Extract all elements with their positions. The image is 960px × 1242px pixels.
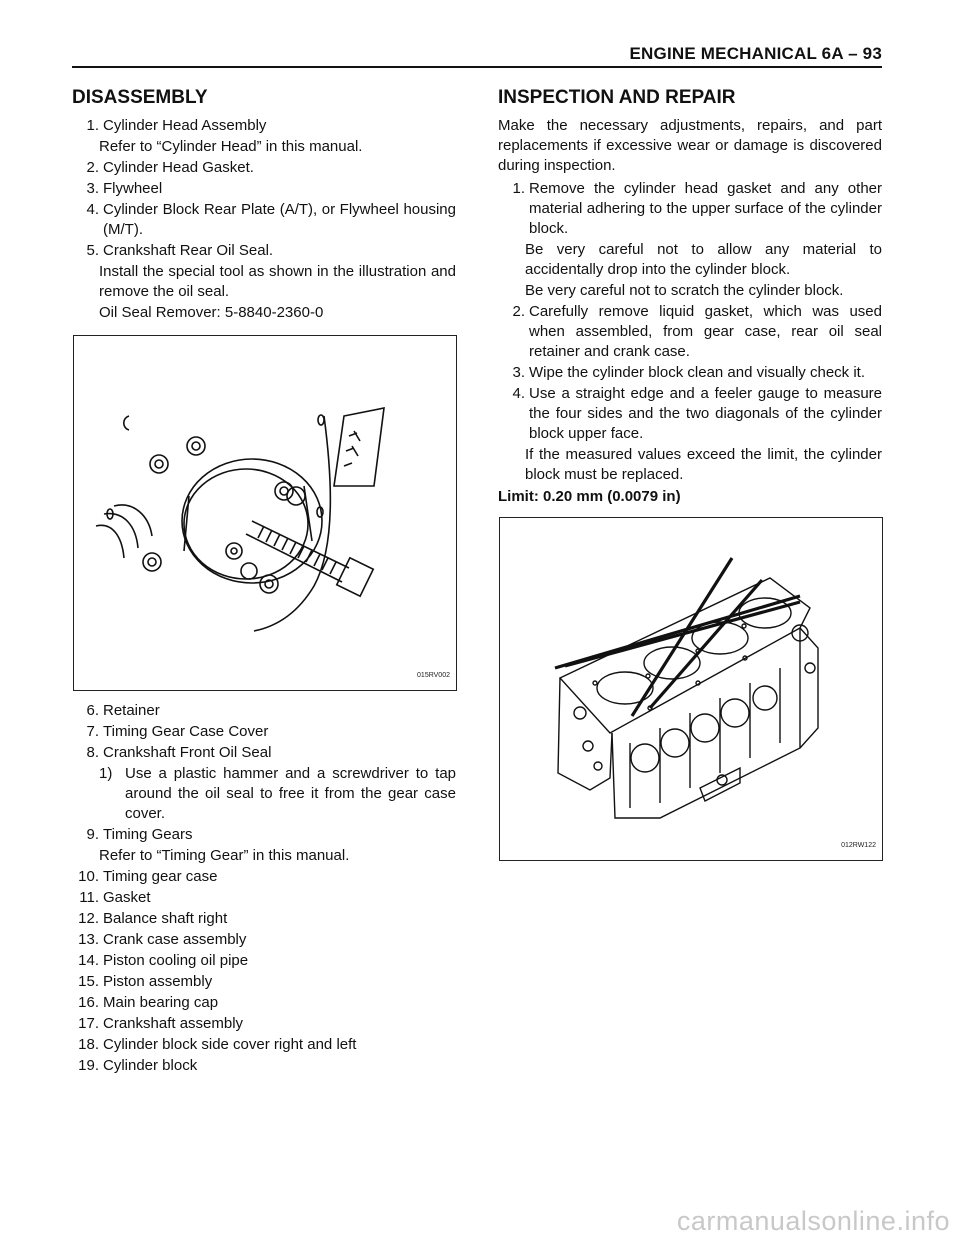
- list-item-2: [72, 158, 456, 178]
- item-note: Be very careful not to scratch the cylinder block.: [525, 282, 844, 299]
- item-number: 7.: [86, 723, 99, 740]
- item-number: 2.: [512, 303, 525, 320]
- list-item-18: [72, 1035, 456, 1055]
- item-text: Crank case assembly: [103, 931, 247, 948]
- item-text: Carefully remove liquid gasket, which was used when assembled, from gear case, rear oil seal retainer and crank case.: [529, 303, 882, 360]
- list-item-4: [72, 200, 456, 240]
- cylinder-block-illustration: [500, 518, 882, 860]
- limit-value: Limit: 0.20 mm (0.0079 in): [498, 488, 681, 505]
- item-number: 13.: [78, 931, 99, 948]
- page-header: ENGINE MECHANICAL 6A – 93: [629, 44, 882, 63]
- item-text: Gasket: [103, 889, 151, 906]
- cylinder-block-figure: [499, 517, 883, 861]
- intro-paragraph: Make the necessary adjustments, repairs, and part replacements if excessive wear or damage is discovered during inspection.: [498, 117, 882, 174]
- sub-step-1: [72, 764, 456, 824]
- item-text: Timing gear case: [103, 868, 218, 885]
- list-item-8: [72, 743, 456, 763]
- item-number: 5.: [86, 242, 99, 259]
- disassembly-heading: DISASSEMBLY: [72, 87, 208, 108]
- list-item-14: [72, 951, 456, 971]
- item-number: 8.: [86, 744, 99, 761]
- list-item-3: [72, 179, 456, 199]
- list-item-9: [72, 825, 456, 845]
- item-text: Remove the cylinder head gasket and any other material adhering to the upper surface of the cylinder block.: [529, 180, 882, 237]
- header-rule: [72, 66, 882, 68]
- sub-step-text: Use a plastic hammer and a screwdriver to tap around the oil seal to free it from the gear case cover.: [125, 765, 456, 822]
- list-item-12: [72, 909, 456, 929]
- item-number: 3.: [512, 364, 525, 381]
- list-item-19: [72, 1056, 456, 1076]
- item-number: 15.: [78, 973, 99, 990]
- inspection-item-1: [498, 179, 882, 239]
- item-number: 12.: [78, 910, 99, 927]
- sub-step-number: 1): [99, 765, 113, 782]
- item-text: Timing Gear Case Cover: [103, 723, 269, 740]
- item-text: Wipe the cylinder block clean and visually check it.: [529, 364, 865, 381]
- item-note: Refer to “Timing Gear” in this manual.: [99, 847, 350, 864]
- list-item-5: [72, 241, 456, 261]
- list-item-15: [72, 972, 456, 992]
- item-text: Piston cooling oil pipe: [103, 952, 249, 969]
- item-number: 9.: [86, 826, 99, 843]
- watermark: [0, 1206, 960, 1242]
- item-number: 18.: [78, 1036, 99, 1053]
- list-item-10: [72, 867, 456, 887]
- list-item-17: [72, 1014, 456, 1034]
- item-text: Crankshaft Front Oil Seal: [103, 744, 272, 761]
- list-item-7: [72, 722, 456, 742]
- item-number: 4.: [512, 385, 525, 402]
- item-note: Install the special tool as shown in the illustration and remove the oil seal.: [99, 263, 456, 300]
- item-text: Use a straight edge and a feeler gauge to measure the four sides and the two diagonals of the cylinder block upper face.: [529, 385, 882, 442]
- item-text: Crankshaft assembly: [103, 1015, 244, 1032]
- item-note: Refer to “Cylinder Head” in this manual.: [99, 138, 363, 155]
- item-note: Be very careful not to allow any material to accidentally drop into the cylinder block.: [525, 241, 882, 278]
- right-column: [498, 86, 882, 861]
- item-text: Main bearing cap: [103, 994, 219, 1011]
- item-number: 17.: [78, 1015, 99, 1032]
- inspection-item-2: [498, 302, 882, 362]
- left-column: [72, 86, 456, 1077]
- item-text: Cylinder Head Gasket.: [103, 159, 254, 176]
- item-number: 4.: [86, 201, 99, 218]
- figure-code: 012RW122: [841, 842, 876, 849]
- item-note: If the measured values exceed the limit, the cylinder block must be replaced.: [525, 446, 882, 483]
- item-text: Flywheel: [103, 180, 163, 197]
- item-text: Cylinder block: [103, 1057, 198, 1074]
- item-text: Balance shaft right: [103, 910, 228, 927]
- item-number: 10.: [78, 868, 99, 885]
- item-text: Crankshaft Rear Oil Seal.: [103, 242, 274, 259]
- item-text: Retainer: [103, 702, 160, 719]
- item-number: 2.: [86, 159, 99, 176]
- list-item-13: [72, 930, 456, 950]
- item-text: Cylinder Block Rear Plate (A/T), or Flywheel housing (M/T).: [103, 201, 456, 238]
- item-number: 19.: [78, 1057, 99, 1074]
- item-number: 11.: [79, 889, 99, 906]
- oil-seal-remover-illustration: [74, 336, 456, 690]
- item-number: 6.: [86, 702, 99, 719]
- item-number: 14.: [78, 952, 99, 969]
- watermark-text: carmanualsonline.info: [676, 1206, 950, 1236]
- item-text: Cylinder Head Assembly: [103, 117, 267, 134]
- list-item-11: [72, 888, 456, 908]
- oil-seal-remover-figure: [73, 335, 457, 691]
- item-text: Timing Gears: [103, 826, 193, 843]
- inspection-item-4: [498, 384, 882, 444]
- inspection-item-3: [498, 363, 882, 383]
- item-number: 1.: [512, 180, 525, 197]
- list-item-16: [72, 993, 456, 1013]
- item-text: Cylinder block side cover right and left: [103, 1036, 357, 1053]
- item-number: 3.: [86, 180, 99, 197]
- tool-note: Oil Seal Remover: 5-8840-2360-0: [99, 304, 324, 321]
- figure-code: 015RV002: [417, 672, 450, 679]
- item-number: 1.: [86, 117, 99, 134]
- item-number: 16.: [78, 994, 99, 1011]
- item-text: Piston assembly: [103, 973, 213, 990]
- list-item-1: [72, 116, 456, 136]
- inspection-heading: INSPECTION AND REPAIR: [498, 87, 736, 108]
- list-item-6: [72, 701, 456, 721]
